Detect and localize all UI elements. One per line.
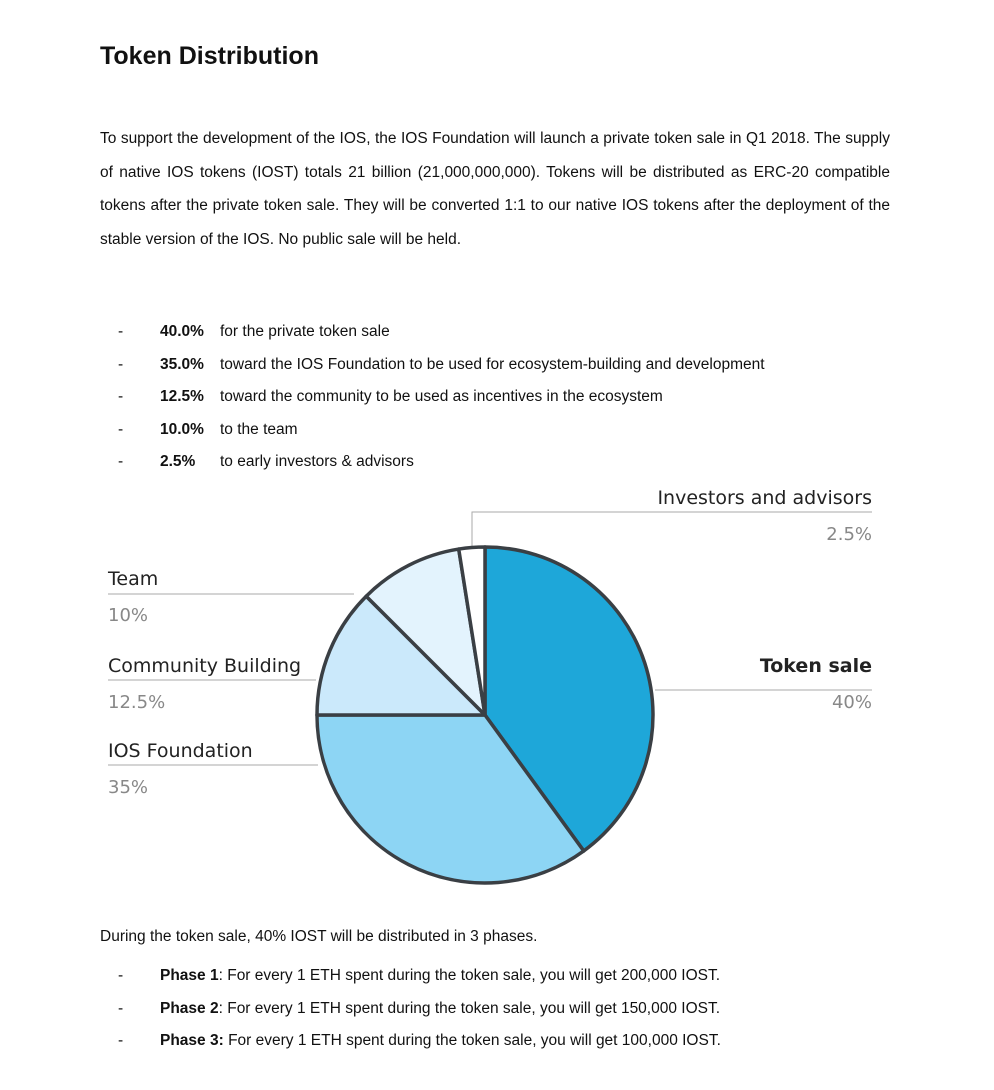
- token-distribution-pie-chart: [0, 470, 994, 900]
- list-item: [118, 381, 765, 414]
- phase-label: Phase 3:: [160, 1032, 224, 1049]
- slice-label: Community Building: [108, 655, 302, 677]
- list-bullet: -: [118, 453, 124, 470]
- phase-text: : For every 1 ETH spent during the token sale, you will get 200,000 IOST.: [218, 967, 721, 984]
- phase-text: : For every 1 ETH spent during the token sale, you will get 150,000 IOST.: [218, 999, 721, 1017]
- list-bullet: -: [118, 355, 124, 373]
- allocation-percent: 35.0%: [160, 355, 204, 373]
- list-item: [118, 414, 765, 447]
- phase-list: [118, 960, 721, 1058]
- list-bullet: -: [118, 967, 124, 984]
- slice-value-label: 40%: [831, 692, 872, 713]
- list-bullet: -: [118, 323, 124, 340]
- phase-label: Phase 2: [160, 999, 219, 1017]
- allocation-percent: 12.5%: [160, 388, 204, 405]
- list-item: [118, 960, 721, 993]
- list-item: [118, 349, 765, 382]
- slice-label: Token sale: [759, 655, 872, 677]
- list-item: [118, 1025, 721, 1058]
- phase-intro: During the token sale, 40% IOST will be distributed in 3 phases.: [100, 928, 538, 945]
- allocation-text: toward the IOS Foundation to be used for ecosystem-building and development: [220, 355, 765, 373]
- intro-paragraph: To support the development of the IOS, the IOS Foundation will launch a private token sale in Q1 2018. The supply of native IOS tokens (IOST) totals 21 billion (21,000,000,000). Tokens will be distributed as ERC-20 compatible tokens after the private token sale. They will be converted 1:1 to our native IOS tokens after the deployment of the stable version of the IOS. No public sale will be held.: [100, 130, 890, 248]
- allocation-percent: 2.5%: [160, 453, 196, 470]
- page-title: Token Distribution: [100, 42, 319, 70]
- slice-value-label: 35%: [108, 777, 149, 798]
- allocation-text: toward the community to be used as incentives in the ecosystem: [220, 388, 663, 405]
- phase-label: Phase 1: [160, 967, 219, 984]
- slice-label: Team: [108, 568, 159, 590]
- slice-label: IOS Foundation: [108, 740, 253, 762]
- list-bullet: -: [118, 388, 124, 405]
- slice-value-label: 2.5%: [826, 524, 872, 545]
- list-item: [118, 316, 765, 349]
- allocation-text: to early investors & advisors: [220, 453, 414, 470]
- allocation-text: for the private token sale: [220, 323, 390, 340]
- list-bullet: -: [118, 999, 124, 1017]
- allocation-text: to the team: [220, 420, 298, 438]
- allocation-list: [118, 316, 765, 479]
- allocation-percent: 40.0%: [160, 323, 204, 340]
- slice-value-label: 10%: [108, 605, 149, 626]
- list-bullet: -: [118, 1032, 124, 1049]
- allocation-percent: 10.0%: [160, 420, 204, 438]
- list-item: [118, 993, 721, 1026]
- pie-slices: [317, 547, 653, 883]
- slice-label: Investors and advisors: [657, 487, 872, 509]
- list-bullet: -: [118, 420, 124, 438]
- phase-text: For every 1 ETH spent during the token sale, you will get 100,000 IOST.: [223, 1032, 721, 1049]
- leader-line: [472, 512, 872, 548]
- slice-value-label: 12.5%: [108, 692, 166, 713]
